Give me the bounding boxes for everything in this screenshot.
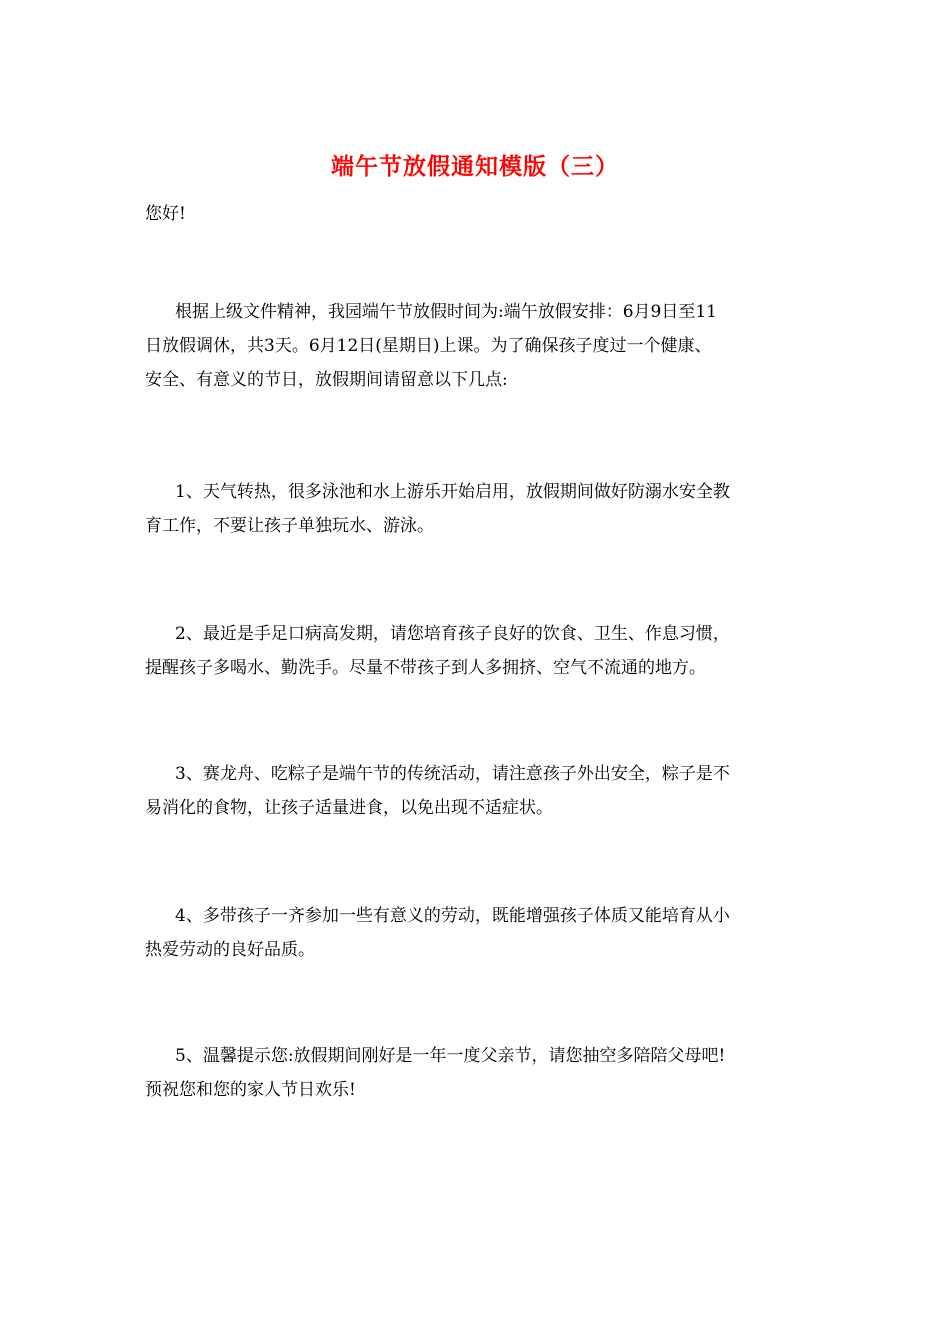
page-title: 端午节放假通知模版（三） [331, 153, 619, 180]
paragraph-line: 3、赛龙舟、吃粽子是端午节的传统活动，请注意孩子外出安全，粽子是不 [175, 764, 730, 784]
paragraph-line: 育工作，不要让孩子单独玩水、游泳。 [145, 516, 434, 536]
paragraph-line: 日放假调休，共3天。6月12日(星期日)上课。为了确保孩子度过一个健康、 [145, 336, 712, 356]
paragraph-line: 安全、有意义的节日，放假期间请留意以下几点: [145, 370, 508, 390]
paragraph-line: 2、最近是手足口病高发期，请您培育孩子良好的饮食、卫生、作息习惯， [175, 624, 730, 644]
notice-item-3 [145, 760, 805, 828]
notice-item-4 [145, 902, 805, 970]
intro-paragraph [145, 298, 805, 400]
paragraph-line: 4、多带孩子一齐参加一些有意义的劳动，既能增强孩子体质又能培育从小 [175, 906, 730, 926]
paragraph-line: 预祝您和您的家人节日欢乐! [145, 1080, 356, 1100]
paragraph-line: 5、温馨提示您:放假期间刚好是一年一度父亲节，请您抽空多陪陪父母吧! [175, 1046, 726, 1066]
paragraph-line: 提醒孩子多喝水、勤洗手。尽量不带孩子到人多拥挤、空气不流通的地方。 [145, 658, 706, 678]
paragraph-line: 根据上级文件精神，我园端午节放假时间为:端午放假安排：6月9日至11 [175, 302, 717, 322]
greeting: 您好! [145, 204, 186, 224]
paragraph-line: 热爱劳动的良好品质。 [145, 940, 315, 960]
paragraph-line: 1、天气转热，很多泳池和水上游乐开始启用，放假期间做好防溺水安全教 [175, 482, 730, 502]
notice-item-5 [145, 1042, 805, 1110]
notice-item-2 [145, 620, 805, 688]
paragraph-line: 易消化的食物，让孩子适量进食，以免出现不适症状。 [145, 798, 553, 818]
notice-item-1 [145, 478, 805, 546]
